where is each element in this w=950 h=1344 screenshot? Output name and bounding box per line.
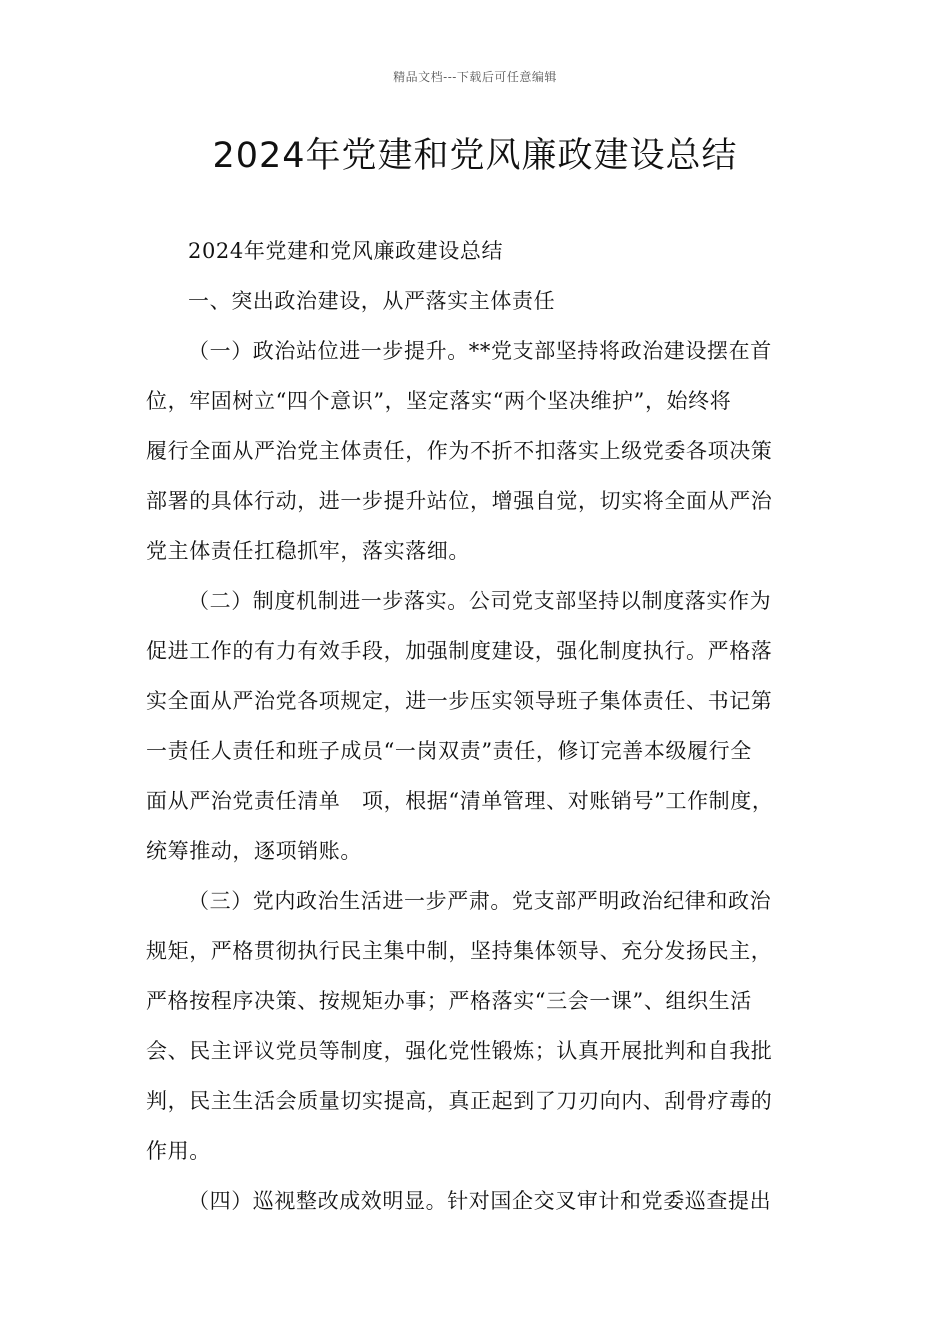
text-line: （三）党内政治生活进一步严肃。党支部严明政治纪律和政治 xyxy=(188,889,772,913)
text-line: （一）政治站位进一步提升。**党支部坚持将政治建设摆在首 xyxy=(188,339,772,363)
text-line: 作用。 xyxy=(146,1139,211,1163)
text-line: （二）制度机制进一步落实。公司党支部坚持以制度落实作为 xyxy=(188,589,772,613)
text-line: 面从严治党责任清单 项，根据“清单管理、对账销号”工作制度， xyxy=(146,789,774,813)
text-line: 严格按程序决策、按规矩办事；严格落实“三会一课”、组织生活 xyxy=(146,989,752,1013)
text-line: 一、突出政治建设，从严落实主体责任 xyxy=(188,289,556,313)
text-line: 党主体责任扛稳抓牢，落实落细。 xyxy=(146,539,470,563)
text-line: 位，牢固树立“四个意识”，坚定落实“两个坚决维护”，始终将 xyxy=(146,389,732,413)
header-note: 精品文档---下载后可任意编辑 xyxy=(393,70,557,84)
text-line: 一责任人责任和班子成员“一岗双责”责任，修订完善本级履行全 xyxy=(146,739,752,763)
text-line: 统筹推动，逐项销账。 xyxy=(146,839,362,863)
body-text xyxy=(146,232,818,1232)
document-title: 2024年党建和党风廉政建设总结 xyxy=(212,136,738,176)
text-line: 实全面从严治党各项规定，进一步压实领导班子集体责任、书记第 xyxy=(146,689,773,713)
text-line: 促进工作的有力有效手段，加强制度建设，强化制度执行。严格落 xyxy=(146,639,773,663)
text-line: 规矩，严格贯彻执行民主集中制，坚持集体领导、充分发扬民主， xyxy=(146,939,773,963)
text-line: （四）巡视整改成效明显。针对国企交叉审计和党委巡查提出 xyxy=(188,1189,772,1213)
text-line: 判，民主生活会质量切实提高，真正起到了刀刃向内、刮骨疗毒的 xyxy=(146,1089,773,1113)
text-line: 履行全面从严治党主体责任，作为不折不扣落实上级党委各项决策 xyxy=(146,439,773,463)
text-line: 会、民主评议党员等制度，强化党性锻炼；认真开展批判和自我批 xyxy=(146,1039,773,1063)
text-line: 部署的具体行动，进一步提升站位，增强自觉，切实将全面从严治 xyxy=(146,489,773,513)
text-line: 2024年党建和党风廉政建设总结 xyxy=(188,239,504,263)
